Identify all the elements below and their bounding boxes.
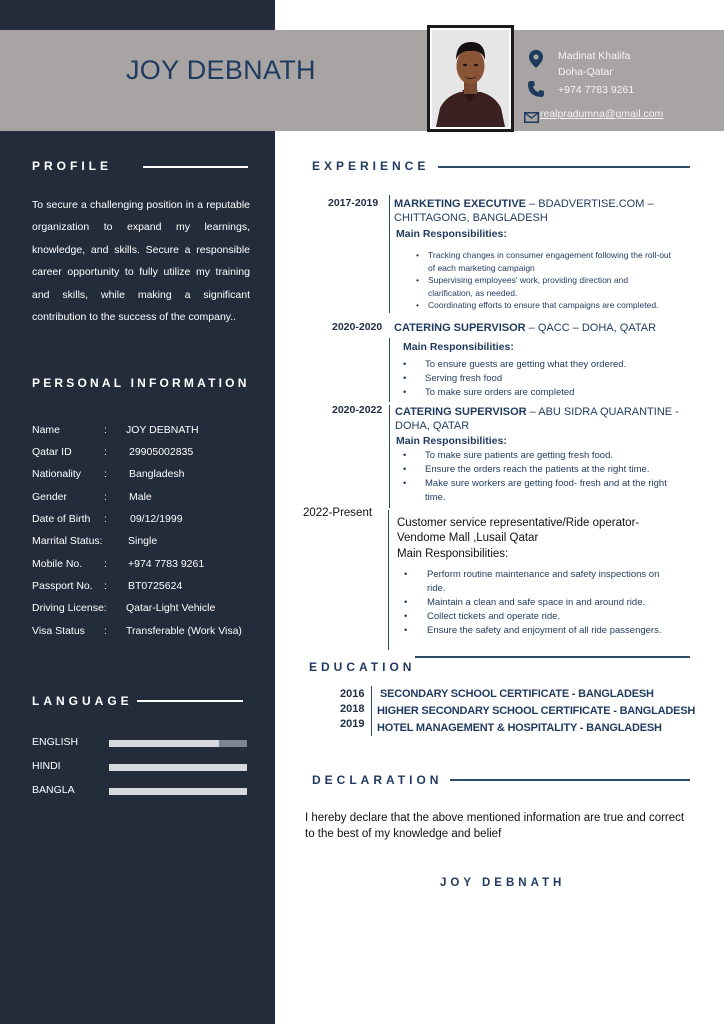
language-rule [137, 700, 243, 702]
declaration-rule [450, 779, 690, 781]
job-1-years: 2017-2019 [328, 197, 379, 209]
job-4-responsibilities [404, 568, 670, 638]
personal-info-heading: PERSONAL INFORMATION [32, 376, 250, 390]
info-label: Passport No. [32, 580, 93, 592]
job-2-company: – QACC – DOHA, QATAR [525, 322, 657, 334]
declaration-heading: DECLARATION [312, 773, 443, 787]
info-value: Male [129, 491, 152, 503]
job-2-responsibilities-label: Main Responsibilities: [403, 341, 514, 353]
list-item: • Coordinating efforts to ensure that campaigns are completed. [416, 299, 674, 312]
job-1-title [394, 197, 654, 225]
experience-end-rule [415, 656, 690, 658]
list-item: • Tracking changes in consumer engagement following the roll-out of each marketing campaign [416, 249, 674, 274]
job-4-role-line-1: Customer service representative/Ride operator- [397, 517, 640, 529]
job-4-role-line-2: Vendome Mall ,Lusail Qatar [397, 532, 539, 544]
education-item-2: HIGHER SECONDARY SCHOOL CERTIFICATE - BANGLADESH [377, 705, 696, 717]
job-3-years: 2020-2022 [332, 404, 383, 416]
job-1-responsibilities [416, 249, 674, 312]
info-label: Nationality [32, 468, 82, 480]
language-level-bar [109, 788, 247, 795]
timeline-line [389, 338, 390, 402]
job-2-years: 2020-2020 [332, 321, 383, 333]
declaration-text: I hereby declare that the above mentioned information are true and correct to the best of my knowledge and belief [305, 812, 685, 840]
contact-phone: +974 7783 9261 [558, 84, 635, 96]
job-1-role: MARKETING EXECUTIVE [394, 198, 527, 210]
language-level-fill [109, 740, 219, 747]
education-year-1: 2016 [340, 688, 365, 700]
list-item: • Ensure the orders reach the patients at the right time. [403, 463, 673, 477]
info-colon: : [104, 468, 107, 480]
job-3-responsibilities-label: Main Responsibilities: [396, 435, 507, 447]
job-4-years: 2022-Present [303, 507, 373, 519]
list-item: • To make sure patients are getting fresh food. [403, 449, 673, 463]
info-value: JOY DEBNATH [126, 424, 199, 436]
list-item: • Supervising employees' work, providing direction and clarification, as needed. [416, 274, 674, 299]
info-value: Transferable (Work Visa) [126, 625, 242, 637]
language-level-fill [109, 788, 247, 795]
education-year-3: 2019 [340, 718, 365, 730]
info-colon: : [104, 424, 107, 436]
job-3-responsibilities [403, 449, 673, 505]
job-3-role: CATERING SUPERVISOR [395, 406, 527, 418]
info-label: Driving License: [32, 602, 107, 614]
job-3-title [395, 405, 680, 433]
job-2-role: CATERING SUPERVISOR [394, 322, 526, 334]
list-item: • To ensure guests are getting what they ordered. [403, 358, 683, 372]
signature-name: JOY DEBNATH [440, 877, 566, 889]
info-value: 09/12/1999 [130, 513, 183, 525]
language-name: HINDI [32, 760, 61, 772]
phone-icon [528, 81, 544, 102]
timeline-line [388, 510, 389, 650]
job-3-company: – ABU SIDRA QUARANTINE - DOHA, QATAR [395, 406, 679, 432]
timeline-line [389, 405, 390, 508]
contact-email-link[interactable]: realpradumna@gmail.com [540, 108, 664, 120]
job-2-responsibilities [403, 358, 683, 400]
language-level-bar [109, 740, 247, 747]
language-level-fill [109, 764, 247, 771]
info-value: Bangladesh [129, 468, 185, 480]
language-heading: LANGUAGE [32, 694, 133, 708]
list-item: • Perform routine maintenance and safety inspections on ride. [404, 568, 670, 596]
job-4-responsibilities-label: Main Responsibilities: [397, 548, 509, 560]
job-1-company: – BDADVERTISE.COM – CHITTAGONG, BANGLADESH [394, 198, 654, 224]
info-label: Date of Birth [32, 513, 91, 525]
list-item: • Ensure the safety and enjoyment of all ride passengers. [404, 624, 670, 638]
info-label: Marrital Status: [32, 535, 103, 547]
list-item: • To make sure orders are completed [403, 386, 683, 400]
experience-heading: EXPERIENCE [312, 159, 430, 173]
info-colon: : [104, 491, 107, 503]
language-name: ENGLISH [32, 736, 79, 748]
list-item: • Collect tickets and operate ride. [404, 610, 670, 624]
info-colon: : [104, 558, 107, 570]
education-item-3: HOTEL MANAGEMENT & HOSPITALITY - BANGLADESH [377, 722, 662, 734]
info-label: Mobile No. [32, 558, 83, 570]
info-label: Qatar ID [32, 446, 72, 458]
profile-rule [143, 166, 248, 168]
info-colon: : [104, 513, 107, 525]
timeline-line [389, 195, 390, 313]
envelope-icon [524, 110, 539, 128]
education-item-1: SECONDARY SCHOOL CERTIFICATE - BANGLADESH [380, 688, 654, 700]
info-value: Single [128, 535, 158, 547]
job-2-title [394, 321, 674, 335]
profile-photo [427, 25, 514, 132]
language-name: BANGLA [32, 784, 75, 796]
info-value: +974 7783 9261 [128, 558, 205, 570]
info-label: Name [32, 424, 61, 436]
info-label: Gender [32, 491, 68, 503]
info-colon: : [104, 580, 107, 592]
portrait-image [432, 30, 509, 127]
location-pin-icon [529, 50, 543, 73]
job-1-responsibilities-label: Main Responsibilities: [396, 228, 507, 240]
info-label: Visa Status [32, 625, 85, 637]
list-item: • Serving fresh food [403, 372, 683, 386]
education-line [371, 686, 372, 736]
sidebar [0, 0, 275, 1024]
info-colon: : [104, 625, 107, 637]
resume-name: JOY DEBNATH [126, 55, 316, 85]
info-value: Qatar-Light Vehicle [126, 602, 216, 614]
address-line-1: Madinat Khalifa [558, 50, 631, 62]
experience-rule [438, 166, 690, 168]
profile-text: To secure a challenging position in a reputable organization to expand my learnings, knowledge, and skills. Secure a responsible career opportunity to fully utilize my training and skills, while making a significant contribution to the success of the company.. [32, 199, 250, 324]
info-value: 29905002835 [129, 446, 194, 458]
education-year-2: 2018 [340, 703, 365, 715]
list-item: • Maintain a clean and safe space in and around ride. [404, 596, 670, 610]
language-level-bar [109, 764, 247, 771]
info-colon: : [104, 446, 107, 458]
list-item: • Make sure workers are getting food- fresh and at the right time. [403, 477, 673, 505]
address-line-2: Doha-Qatar [558, 66, 613, 78]
education-heading: EDUCATION [309, 660, 416, 674]
info-value: BT0725624 [128, 580, 183, 592]
profile-heading: PROFILE [32, 159, 113, 173]
